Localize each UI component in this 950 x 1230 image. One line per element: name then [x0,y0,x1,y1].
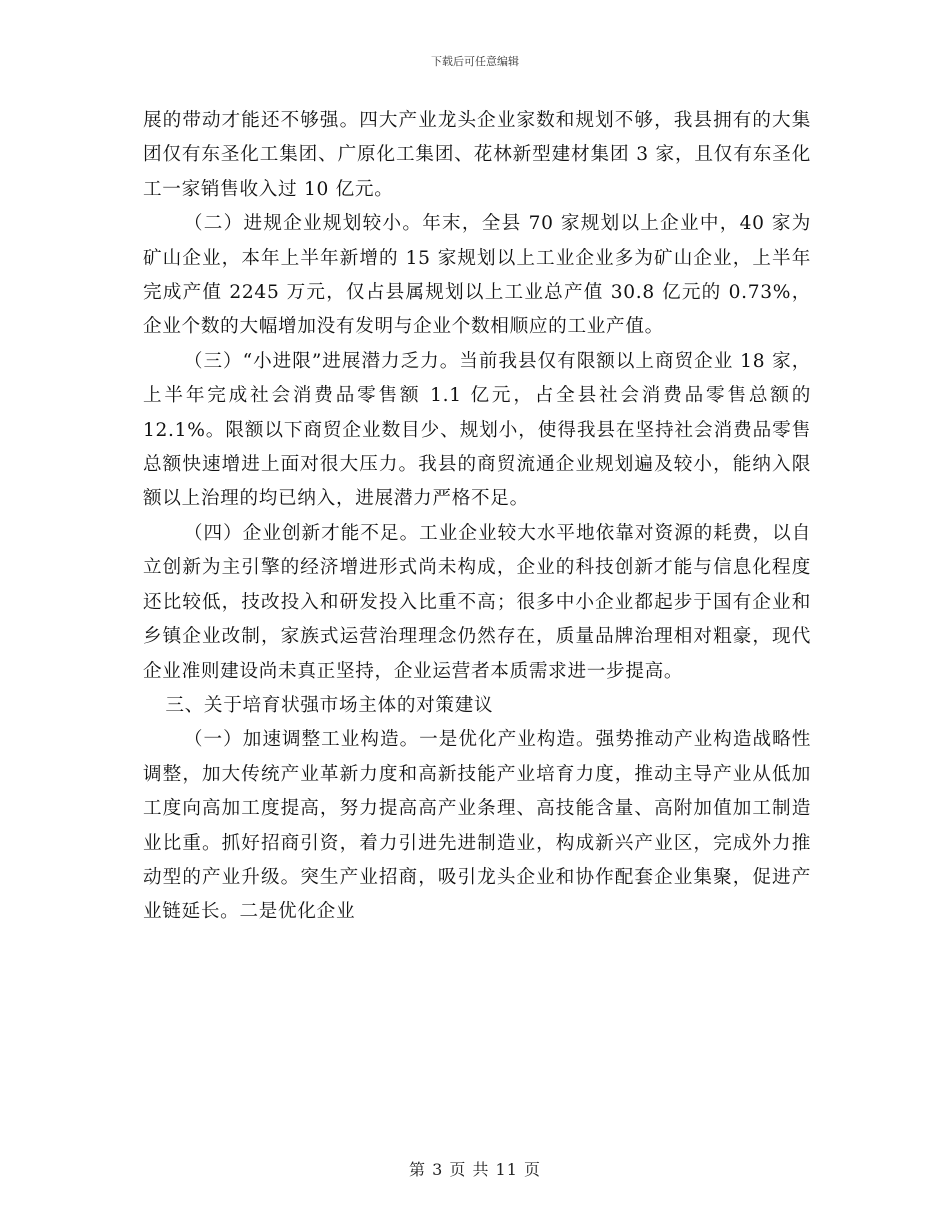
page-header: 下载后可任意编辑 [431,55,519,68]
document-body [143,104,811,930]
paragraph-3: （三）“小进限”进展潜力乏力。当前我县仅有限额以上商贸企业 18 家，上半年完成社会消费品零售额 1.1 亿元，占全县社会消费品零售总额的 12.1%。限额以下商贸企业数目少、规划小，使得我县在坚持社会消费品零售总额快速增进上面对很大压力。我县的商贸流通企业规划遍及较小，能纳入限额以上治理的均已纳入，进展潜力严格不足。 [143,350,811,510]
paragraph-continued: 展的带动才能还不够强。四大产业龙头企业家数和规划不够，我县拥有的大集团仅有东圣化工集团、广原化工集团、花林新型建材集团 3 家，且仅有东圣化工一家销售收入过 10 亿元。 [143,110,811,200]
paragraph-6: （一）加速调整工业构造。一是优化产业构造。强势推动产业构造战略性调整，加大传统产业革新力度和高新技能产业培育力度，推动主导产业从低加工度向高加工度提高，努力提高高产业条理、高技能含量、高附加值加工制造业比重。抓好招商引资，着力引进先进制造业，构成新兴产业区，完成外力推动型的产业升级。突生产业招商，吸引龙头企业和协作配套企业集聚，促进产业链延长。二是优化企业 [143,729,811,923]
paragraph-4: （四）企业创新才能不足。工业企业较大水平地依靠对资源的耗费，以自立创新为主引擎的经济增进形式尚未构成，企业的科技创新才能与信息化程度还比较低，技改投入和研发投入比重不高；很多中小企业都起步于国有企业和乡镇企业改制，家族式运营治理理念仍然存在，质量品牌治理相对粗豪，现代企业准则建设尚未真正坚持，企业运营者本质需求进一步提高。 [143,522,811,682]
page-footer: 第 3 页 共 11 页 [409,1160,541,1179]
section-heading: 三、关于培育状强市场主体的对策建议 [165,694,494,716]
paragraph-2: （二）进规企业规划较小。年末，全县 70 家规划以上企业中，40 家为矿山企业，本年上半年新增的 15 家规划以上工业企业多为矿山企业，上半年完成产值 2245 万元，仅占县属规划以上工业总产值 30.8 亿元的 0.73%，企业个数的大幅增加没有发明与企业个数相顺应的工业产值。 [143,213,811,338]
